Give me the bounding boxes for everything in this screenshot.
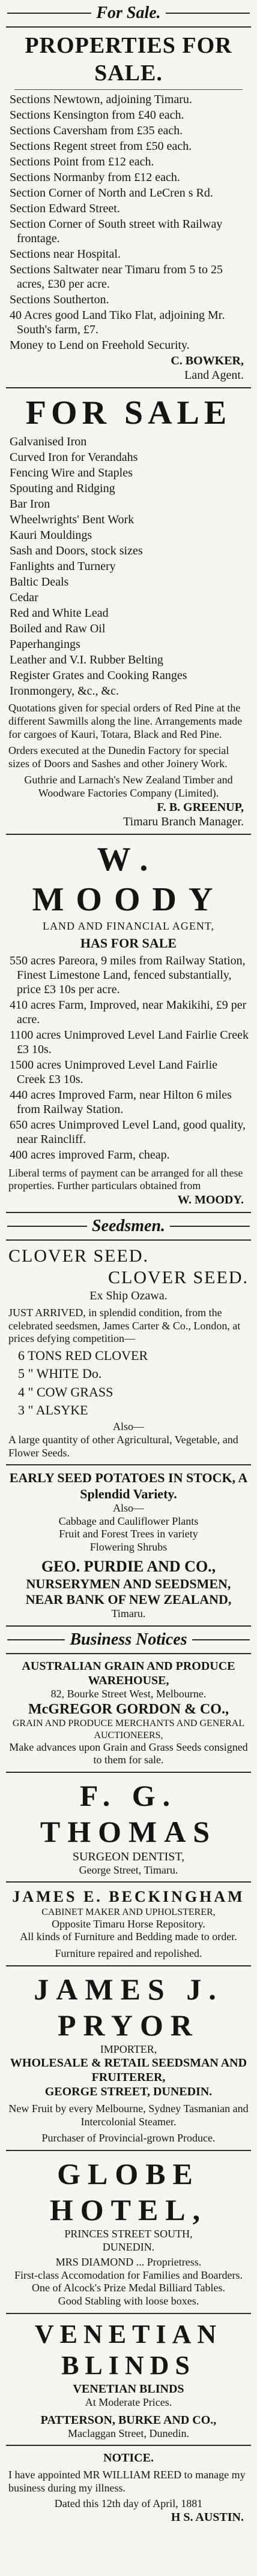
guthrie-item: Spouting and Ridging	[10, 482, 115, 496]
section-business-notices	[7, 1630, 250, 1649]
purdie-town: Timaru.	[111, 1607, 146, 1620]
purdie-name2: NURSERYMEN AND SEEDSMEN,	[26, 1576, 231, 1591]
section-heading-text: For Sale.	[96, 4, 161, 22]
purdie-item: Fruit and Forest Trees in variety	[59, 1528, 198, 1540]
globe-l3: MRS DIAMOND ... Proprietress.	[55, 2256, 202, 2269]
guthrie-item: Fencing Wire and Staples	[10, 466, 133, 480]
globe-l4: First-class Accomodation for Families and Boarders.	[14, 2269, 243, 2281]
bowker-item: Section Corner of South street with Railway frontage.	[10, 218, 223, 246]
divider	[6, 834, 251, 835]
clover-list-item: 5 " WHITE Do.	[18, 1366, 102, 1381]
australian-line4: GRAIN AND PRODUCE MERCHANTS AND GENERAL AUCTIONEERS,	[12, 1718, 245, 1741]
venetian-l4: Maclaggan Street, Dunedin.	[68, 2427, 189, 2439]
divider	[6, 387, 251, 388]
clover-ship: Ex Ship Ozawa.	[89, 1289, 168, 1303]
pryor-name: JAMES J. PRYOR	[34, 1972, 223, 2042]
bowker-role: Land Agent.	[184, 369, 244, 382]
moody-sub: LAND AND FINANCIAL AGENT,	[43, 919, 214, 932]
thomas-title: SURGEON DENTIST,	[72, 1850, 185, 1863]
globe-l6: Good Stabling with loose boxes.	[58, 2294, 199, 2307]
bowker-ad	[8, 32, 249, 382]
globe-l2: DUNEDIN.	[102, 2240, 155, 2253]
guthrie-p3: Guthrie and Larnach's New Zealand Timber and Woodware Factories Company (Limited).	[24, 774, 233, 799]
guthrie-item: Baltic Deals	[10, 575, 69, 589]
purdie-p1: EARLY SEED POTATOES IN STOCK, A Splendid Variety.	[9, 1470, 248, 1501]
pryor-l2: WHOLESALE & RETAIL SEEDSMAN AND FRUITERER,	[10, 2056, 247, 2085]
venetian-ad	[8, 2319, 249, 2441]
globe-l1: PRINCES STREET SOUTH,	[64, 2228, 193, 2240]
clover-text: JUST ARRIVED, in splendid condition, from the celebrated seedsmen, James Carter & Co., London, at prices defying competition—	[8, 1307, 241, 1345]
guthrie-item: Red and White Lead	[10, 607, 109, 620]
section-seedsmen	[7, 1217, 250, 1236]
globe-name: GLOBE HOTEL,	[49, 2157, 208, 2227]
pryor-l4: New Fruit by every Melbourne, Sydney Tasmanian and Intercolonial Steamer.	[8, 2103, 249, 2128]
bowker-item: Sections Newtown, adjoining Timaru.	[10, 93, 192, 107]
clover-list-item: 3 " ALSYKE	[18, 1402, 88, 1418]
guthrie-p1: Quotations given for special orders of Red Pine at the different Sawmills along the line. Arrangements made for cargoes of Kauri, Totara, Black and Red Pine.	[8, 702, 243, 740]
guthrie-role: Timaru Branch Manager.	[123, 815, 244, 828]
beckingham-l4: Furniture repaired and repolished.	[55, 1947, 202, 1960]
purdie-ad	[8, 1470, 249, 1621]
divider	[6, 1772, 251, 1773]
beckingham-l3: All kinds of Furniture and Bedding made to order.	[20, 1931, 237, 1943]
bowker-item: Section Edward Street.	[10, 202, 120, 216]
purdie-address: NEAR BANK OF NEW ZEALAND,	[25, 1591, 232, 1607]
purdie-item: Flowering Shrubs	[89, 1540, 168, 1553]
thomas-ad	[8, 1778, 249, 1877]
moody-item: 410 acres Farm, Improved, near Makikihi, £9 per acre.	[10, 998, 247, 1026]
beckingham-l2: Opposite Timaru Horse Repository.	[52, 1917, 205, 1930]
australian-line1: AUSTRALIAN GRAIN AND PRODUCE WAREHOUSE,	[22, 1659, 235, 1687]
divider	[6, 1212, 251, 1213]
beckingham-l1: CABINET MAKER AND UPHOLSTERER,	[41, 1907, 216, 1917]
bowker-item: Money to Lend on Freehold Security.	[10, 339, 190, 352]
moody-item: 1100 acres Unimproved Level Land Fairlie Creek £3 10s.	[10, 1028, 249, 1056]
moody-title: W. MOODY	[32, 840, 225, 918]
divider	[6, 1239, 251, 1241]
divider	[6, 1965, 251, 1966]
guthrie-item: Galvanised Iron	[10, 435, 87, 449]
clover-line2: CLOVER SEED.	[108, 1268, 249, 1288]
bowker-item: Sections near Hospital.	[10, 248, 121, 261]
divider	[6, 1881, 251, 1883]
bowker-item: Sections Caversham from £35 each.	[10, 124, 183, 138]
clover-ad	[8, 1245, 249, 1459]
guthrie-item: Bar Iron	[10, 497, 50, 511]
divider	[6, 26, 251, 28]
section-heading-text: Seedsmen.	[91, 1217, 166, 1236]
notice-signature: H S. AUSTIN.	[171, 2511, 244, 2524]
purdie-also: Also—	[112, 1501, 144, 1514]
australian-line3: McGREGOR GORDON & CO.,	[28, 1701, 229, 1717]
divider	[6, 1464, 251, 1465]
moody-item: 400 acres improved Farm, cheap.	[10, 1148, 170, 1162]
bowker-item: Sections Normanby from £12 each.	[10, 171, 180, 185]
guthrie-item: Wheelwrights' Bent Work	[10, 513, 135, 527]
divider	[14, 89, 243, 90]
australian-line5: Make advances upon Grain and Grass Seeds consigned to them for sale.	[9, 1741, 248, 1766]
guthrie-item: Boiled and Raw Oil	[10, 622, 106, 636]
divider	[6, 1625, 251, 1627]
pryor-l1: IMPORTER,	[100, 2043, 157, 2055]
guthrie-title: FOR SALE	[25, 394, 232, 432]
notice-title: NOTICE.	[103, 2451, 154, 2465]
moody-item: 550 acres Pareora, 9 miles from Railway Station, Finest Limestone Land, fenced substantially, price £3 10s per acre.	[10, 954, 246, 996]
beckingham-name: JAMES E. BECKINGHAM	[12, 1888, 245, 1906]
guthrie-item: Fanlights and Turnery	[10, 560, 116, 574]
guthrie-item: Cedar	[10, 591, 38, 605]
guthrie-ad	[8, 393, 249, 828]
divider	[6, 2445, 251, 2446]
guthrie-item: Ironmongery, &c., &c.	[10, 684, 119, 698]
clover-supply: A large quantity of other Agricultural, Vegetable, and Flower Seeds.	[8, 1434, 238, 1459]
thomas-address: George Street, Timaru.	[79, 1863, 178, 1876]
moody-signature: W. MOODY.	[177, 1193, 244, 1207]
guthrie-signature: F. B. GREENUP,	[157, 800, 244, 814]
moody-item: 650 acres Unimproved Level Land, good quality, near Raincliff.	[10, 1118, 246, 1146]
section-heading-text: Business Notices	[70, 1630, 187, 1649]
pryor-ad	[8, 1971, 249, 2145]
clover-also: Also—	[112, 1420, 144, 1433]
australian-ad	[8, 1659, 249, 1767]
venetian-title: VENETIAN BLINDS	[34, 2319, 223, 2381]
moody-ad	[8, 840, 249, 1208]
globe-ad	[8, 2156, 249, 2308]
moody-has: HAS FOR SALE	[80, 935, 177, 951]
clover-list-item: 6 TONS RED CLOVER	[18, 1347, 148, 1363]
bowker-title: PROPERTIES FOR SALE.	[25, 33, 232, 86]
notice-ad	[8, 2451, 249, 2524]
divider	[6, 2150, 251, 2151]
bowker-item: Sections Point from £12 each.	[10, 155, 154, 169]
guthrie-item: Register Grates and Cooking Ranges	[10, 669, 187, 683]
page	[0, 4, 257, 2576]
bowker-item: 40 Acres good Land Tiko Flat, adjoining Mr. South's farm, £7.	[10, 309, 225, 337]
guthrie-item: Sash and Doors, stock sizes	[10, 544, 143, 558]
purdie-name: GEO. PURDIE AND CO.,	[41, 1558, 216, 1576]
bowker-item: Sections Kensington from £40 each.	[10, 108, 184, 122]
purdie-item: Cabbage and Cauliflower Plants	[58, 1515, 199, 1527]
moody-footer: Liberal terms of payment can be arranged for all these properties. Further particulars obtained from	[8, 1166, 243, 1192]
guthrie-item: Paperhangings	[10, 638, 80, 651]
notice-date: Dated this 12th day of April, 1881	[54, 2497, 203, 2509]
section-for-sale	[7, 4, 250, 23]
notice-text: I have appointed MR WILLIAM REED to manage my business during my illness.	[8, 2469, 246, 2494]
globe-l5: One of Alcock's Prize Medal Billiard Tables.	[31, 2282, 226, 2294]
guthrie-item: Curved Iron for Verandahs	[10, 451, 138, 464]
venetian-l3: PATTERSON, BURKE AND CO.,	[40, 2413, 217, 2427]
bowker-signature: C. BOWKER,	[171, 354, 244, 368]
bowker-item: Sections Regent street from £50 each.	[10, 140, 192, 153]
australian-line2: 82, Bourke Street West, Melbourne.	[50, 1687, 207, 1700]
guthrie-item: Kauri Mouldings	[10, 529, 92, 542]
clover-line1: CLOVER SEED.	[8, 1246, 149, 1266]
clover-list-item: 4 " COW GRASS	[18, 1384, 113, 1399]
moody-item: 440 acres Improved Farm, near Hilton 6 miles from Railway Station.	[10, 1088, 232, 1116]
thomas-name: F. G. THOMAS	[40, 1778, 217, 1848]
venetian-l1: VENETIAN BLINDS	[73, 2382, 184, 2396]
bowker-item: Sections Southerton.	[10, 293, 109, 307]
guthrie-item: Leather and V.I. Rubber Belting	[10, 653, 163, 667]
divider	[6, 2313, 251, 2314]
guthrie-p2: Orders executed at the Dunedin Factory for special sizes of Doors and Sashes and other Joinery Work.	[8, 744, 229, 770]
pryor-l5: Purchaser of Provincial-grown Produce.	[41, 2132, 216, 2144]
venetian-l2: At Moderate Prices.	[85, 2396, 172, 2409]
divider	[6, 1653, 251, 1654]
moody-item: 1500 acres Unimproved Level Land Fairlie Creek £3 10s.	[10, 1058, 217, 1086]
pryor-l3: GEORGE STREET, DUNEDIN.	[44, 2085, 213, 2099]
beckingham-ad	[8, 1887, 249, 1960]
bowker-item: Sections Saltwater near Timaru from 5 to 25 acres, £30 per acre.	[10, 263, 223, 291]
bowker-item: Section Corner of North and LeCren s Rd.	[10, 186, 213, 200]
